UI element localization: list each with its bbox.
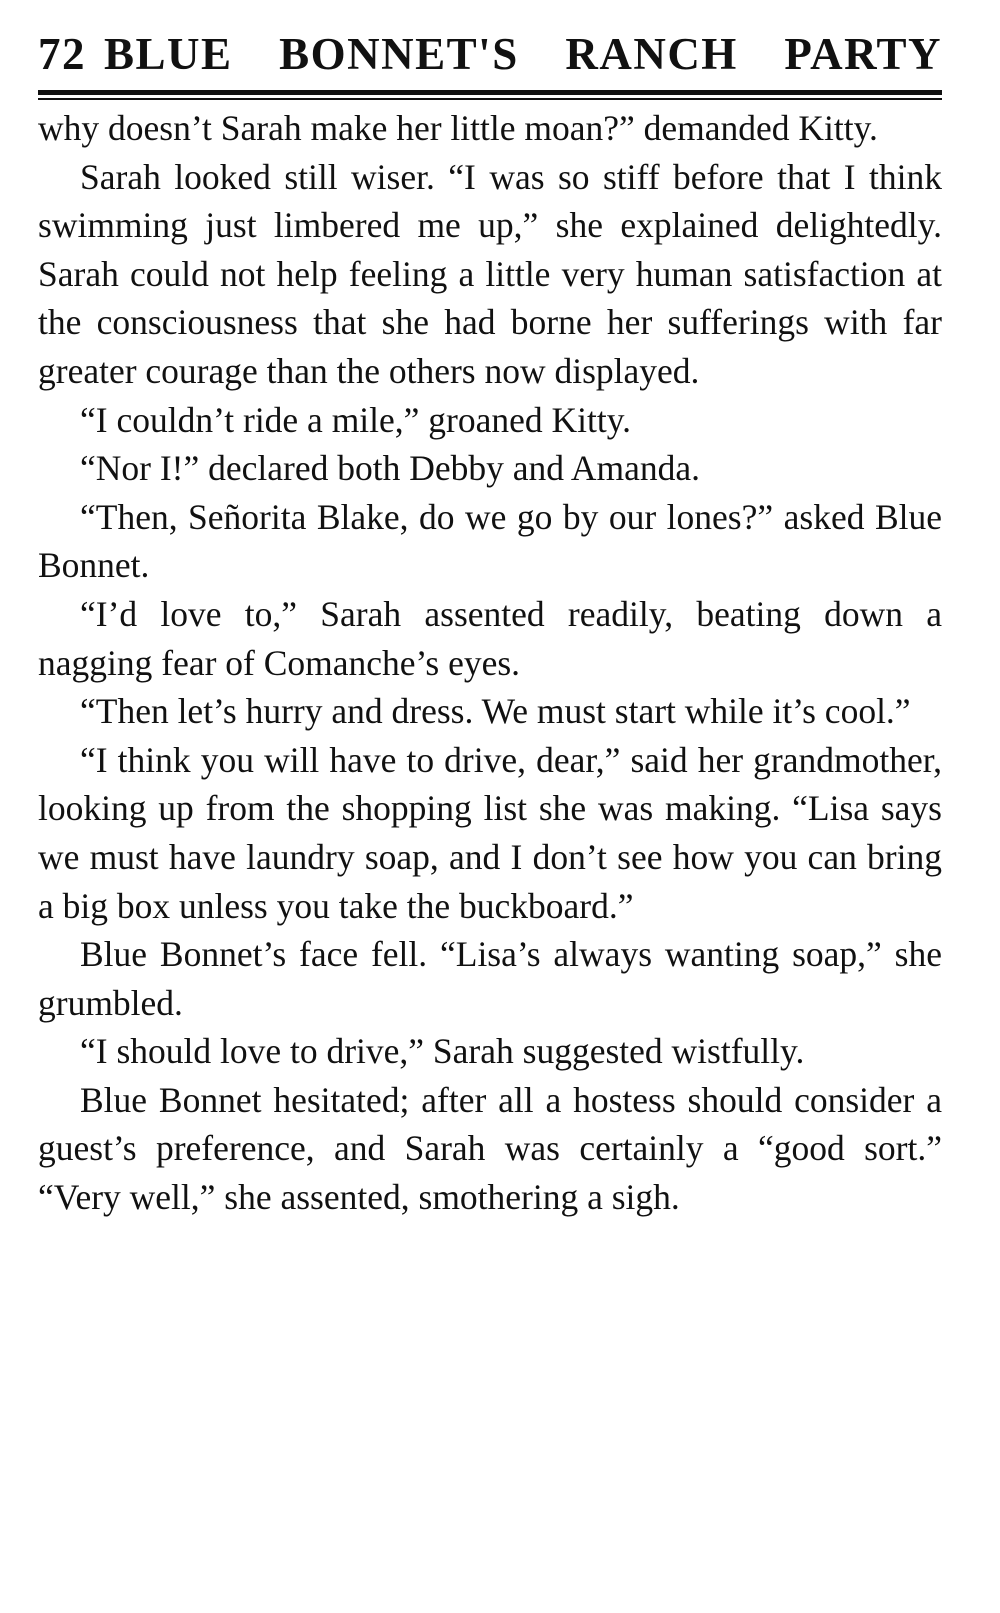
book-page	[38, 28, 942, 1222]
paragraph: Blue Bonnet’s face fell. “Lisa’s always wanting soap,” she grumbled.	[38, 934, 942, 1023]
page-header	[38, 28, 942, 80]
paragraph: “I’d love to,” Sarah assented readily, beating down a nagging fear of Comanche’s eyes.	[38, 593, 942, 683]
page-number: 72	[38, 29, 86, 79]
paragraph: Sarah looked still wiser. “I was so stiff before that I think swimming just limbered me up,” she explained delightedly. Sarah could not help feeling a little very human satisfaction at the consciousness that she had borne her sufferings with far greater courage than the others now displayed.	[38, 156, 942, 391]
body-text	[38, 104, 942, 1222]
header-rule-thick	[38, 90, 942, 95]
paragraph: “I should love to drive,” Sarah suggested wistfully.	[80, 1031, 805, 1072]
paragraph: “Then let’s hurry and dress. We must start while it’s cool.”	[80, 691, 911, 732]
paragraph: “I think you will have to drive, dear,” said her grandmother, looking up from the shopping list she was making. “Lisa says we must have laundry soap, and I don’t see how you can bring a big box unless you take the buckboard.”	[38, 739, 942, 926]
paragraph: why doesn’t Sarah make her little moan?” demanded Kitty.	[38, 108, 878, 148]
paragraph: “I couldn’t ride a mile,” groaned Kitty.	[80, 399, 632, 440]
paragraph: “Then, Señorita Blake, do we go by our lones?” asked Blue Bonnet.	[38, 496, 942, 586]
paragraph: Blue Bonnet hesitated; after all a hostess should consider a guest’s preference, and Sarah was certainly a “good sort.” “Very well,” she assented, smothering a sigh.	[38, 1079, 942, 1218]
paragraph: “Nor I!” declared both Debby and Amanda.	[80, 448, 701, 489]
header-rule-thin	[38, 98, 942, 100]
running-title: BLUE BONNET'S RANCH PARTY	[104, 29, 942, 79]
